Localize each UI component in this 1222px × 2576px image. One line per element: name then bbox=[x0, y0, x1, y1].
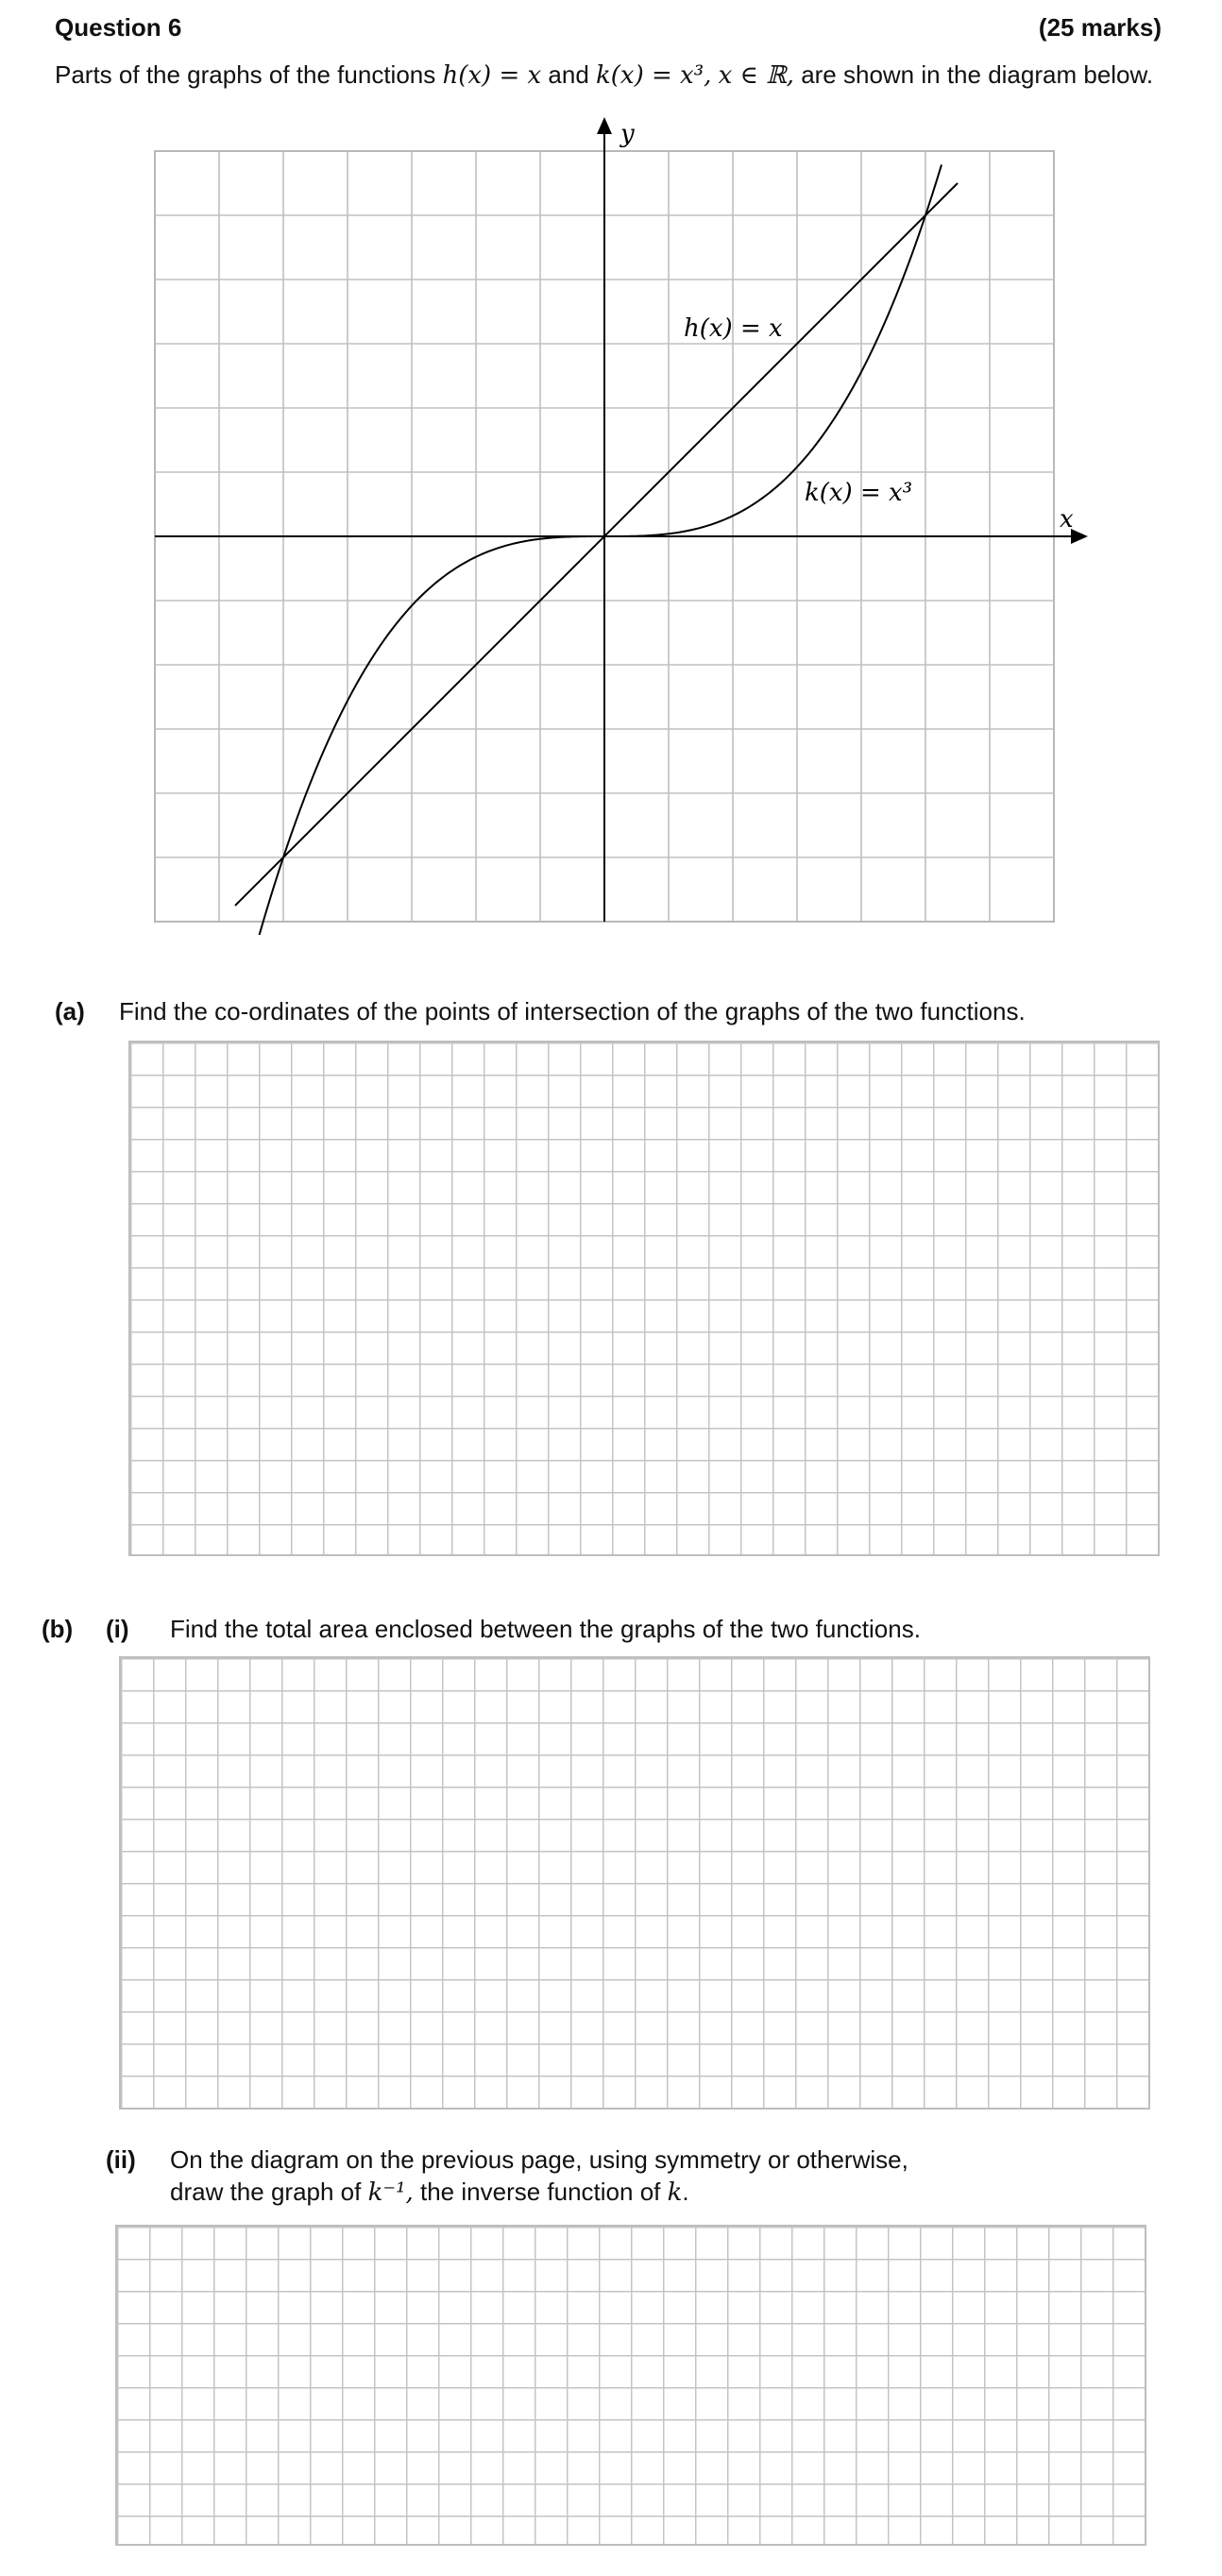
part-b-ii-line1: On the diagram on the previous page, using symmetry or otherwise, bbox=[170, 2145, 908, 2174]
k-definition: k(x) = x³, bbox=[596, 61, 712, 90]
part-b-label: (b) bbox=[42, 1615, 74, 1643]
part-b-ii-line2 bbox=[170, 2178, 689, 2207]
intro-and: and bbox=[548, 60, 589, 89]
intro-prefix: Parts of the graphs of the functions bbox=[55, 60, 436, 89]
part-b-i-answer-grid[interactable] bbox=[119, 1656, 1150, 2110]
x-axis-arrow bbox=[1071, 529, 1088, 544]
y-axis-label: y bbox=[620, 120, 635, 148]
question-intro bbox=[55, 59, 1169, 92]
function-graph bbox=[0, 104, 1222, 935]
question-title: Question 6 bbox=[55, 13, 182, 42]
ii-period: . bbox=[682, 2178, 689, 2206]
y-axis-arrow bbox=[597, 117, 612, 134]
part-b-i-text: Find the total area enclosed between the graphs of the two functions. bbox=[170, 1615, 921, 1643]
part-b-ii-label: (ii) bbox=[106, 2145, 136, 2174]
part-a-text: Find the co-ordinates of the points of intersection of the graphs of the two functions. bbox=[119, 997, 1026, 1025]
part-b-i-label: (i) bbox=[106, 1615, 129, 1643]
h-definition: h(x) = x bbox=[442, 61, 542, 90]
part-a-answer-grid[interactable] bbox=[128, 1041, 1160, 1556]
k-inverse: k⁻¹, bbox=[367, 2178, 414, 2207]
question-marks: (25 marks) bbox=[1038, 13, 1162, 42]
part-a-label: (a) bbox=[55, 997, 85, 1025]
domain-statement: x ∈ ℝ, bbox=[718, 61, 794, 90]
k-function-name: k bbox=[667, 2178, 683, 2207]
ii-line2-middle: the inverse function of bbox=[420, 2178, 661, 2206]
part-b-ii-answer-grid[interactable] bbox=[115, 2225, 1146, 2546]
intro-suffix: are shown in the diagram below. bbox=[801, 60, 1154, 89]
h-function-label: h(x) = x bbox=[684, 314, 783, 343]
k-function-label: k(x) = x³ bbox=[805, 479, 913, 507]
x-axis-label: x bbox=[1060, 505, 1074, 534]
ii-line2-prefix: draw the graph of bbox=[170, 2178, 362, 2206]
h-function-line bbox=[235, 183, 958, 906]
